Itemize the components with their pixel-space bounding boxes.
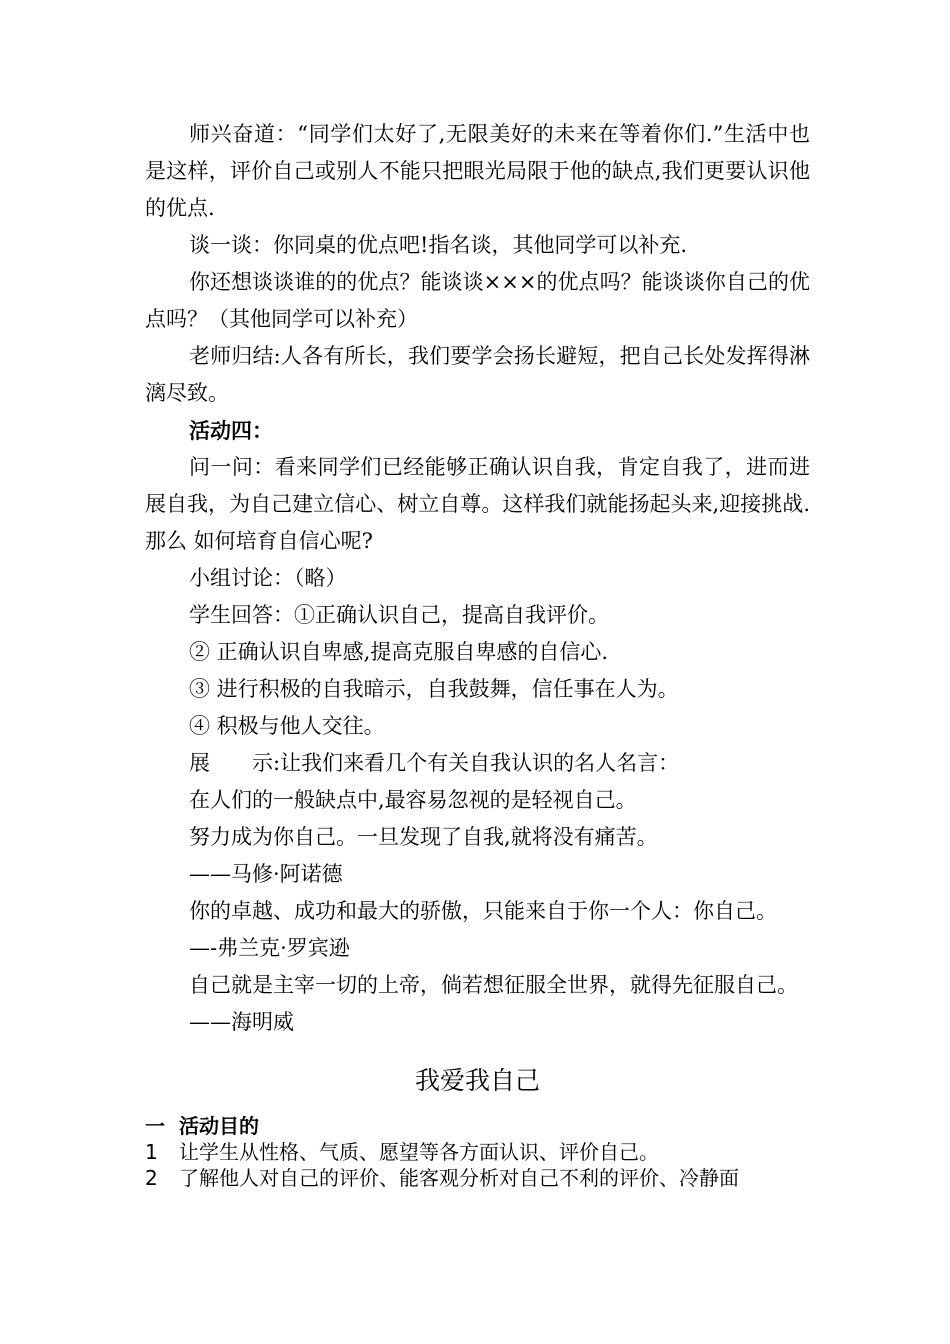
quote-author: ——海明威: [189, 1010, 294, 1034]
activity4-line: 小组讨论：（略）: [189, 566, 347, 590]
paragraph-teacher-summary: 老师归结:人各有所长，我们要学会扬长避短，把自己长处发挥得淋漓尽致。: [145, 344, 810, 405]
quote-line-last: 自己就是主宰一切的上帝，倘若想征服全世界，就得先征服自己。: [189, 973, 798, 997]
section-heading: [145, 1113, 810, 1139]
quote-author: ——马修·阿诺德: [189, 862, 343, 886]
activity4-line: 展 示:让我们来看几个有关自我认识的名人名言：: [189, 751, 680, 775]
list-item: [145, 1139, 810, 1165]
quote-line: 努力成为你自己。一旦发现了自我,就将没有痛苦。: [189, 825, 658, 849]
list-item-number: 1: [145, 1140, 158, 1164]
activity4-line: ④ 积极与他人交往。: [189, 714, 385, 738]
activity4-line: ③ 进行积极的自我暗示，自我鼓舞，信任事在人为。: [189, 677, 679, 701]
paragraph-teacher-excited: 师兴奋道：“同学们太好了,无限美好的未来在等着你们.”生活中也是这样，评价自己或别人不能只把眼光局限于他的缺点,我们更要认识他的优点.: [145, 122, 810, 220]
activity4-heading: 活动四：: [189, 418, 273, 443]
section-heading-text: 活动目的: [179, 1114, 259, 1138]
activity4-line: ② 正确认识自卑感,提高克服自卑感的自信心.: [189, 640, 609, 664]
quote-line: 你的卓越、成功和最大的骄傲，只能来自于你一个人：你自己。: [189, 899, 777, 923]
list-item-number: 2: [145, 1166, 158, 1190]
quote-author: —-弗兰克·罗宾逊: [189, 936, 350, 960]
list-item-text: 让学生从性格、气质、愿望等各方面认识、评价自己。: [179, 1140, 659, 1164]
activity4-line: 学生回答：①正确认识自己，提高自我评价。: [189, 603, 609, 627]
activity4-ask: 问一问：看来同学们已经能够正确认识自我，肯定自我了，进而进展自我，为自己建立信心、树立自尊。这样我们就能扬起头来,迎接挑战. 那么 如何培育自信心呢?: [145, 455, 810, 553]
list-item: [145, 1165, 810, 1191]
section-title: 我爱我自己: [414, 1066, 540, 1095]
document-page: [145, 116, 810, 1191]
quote-line: 在人们的一般缺点中,最容易忽视的是轻视自己。: [189, 788, 637, 812]
paragraph-whose-merits: 你还想谈谈谁的的优点？能谈谈×××的优点吗？能谈谈你自己的优点吗？（其他同学可以补充）: [145, 270, 810, 331]
section-heading-number: 一: [145, 1114, 165, 1138]
paragraph-talk: 谈一谈：你同桌的优点吧!指名谈，其他同学可以补充.: [189, 233, 688, 257]
list-item-text: 了解他人对自己的评价、能客观分析对自己不利的评价、冷静面: [179, 1166, 739, 1190]
